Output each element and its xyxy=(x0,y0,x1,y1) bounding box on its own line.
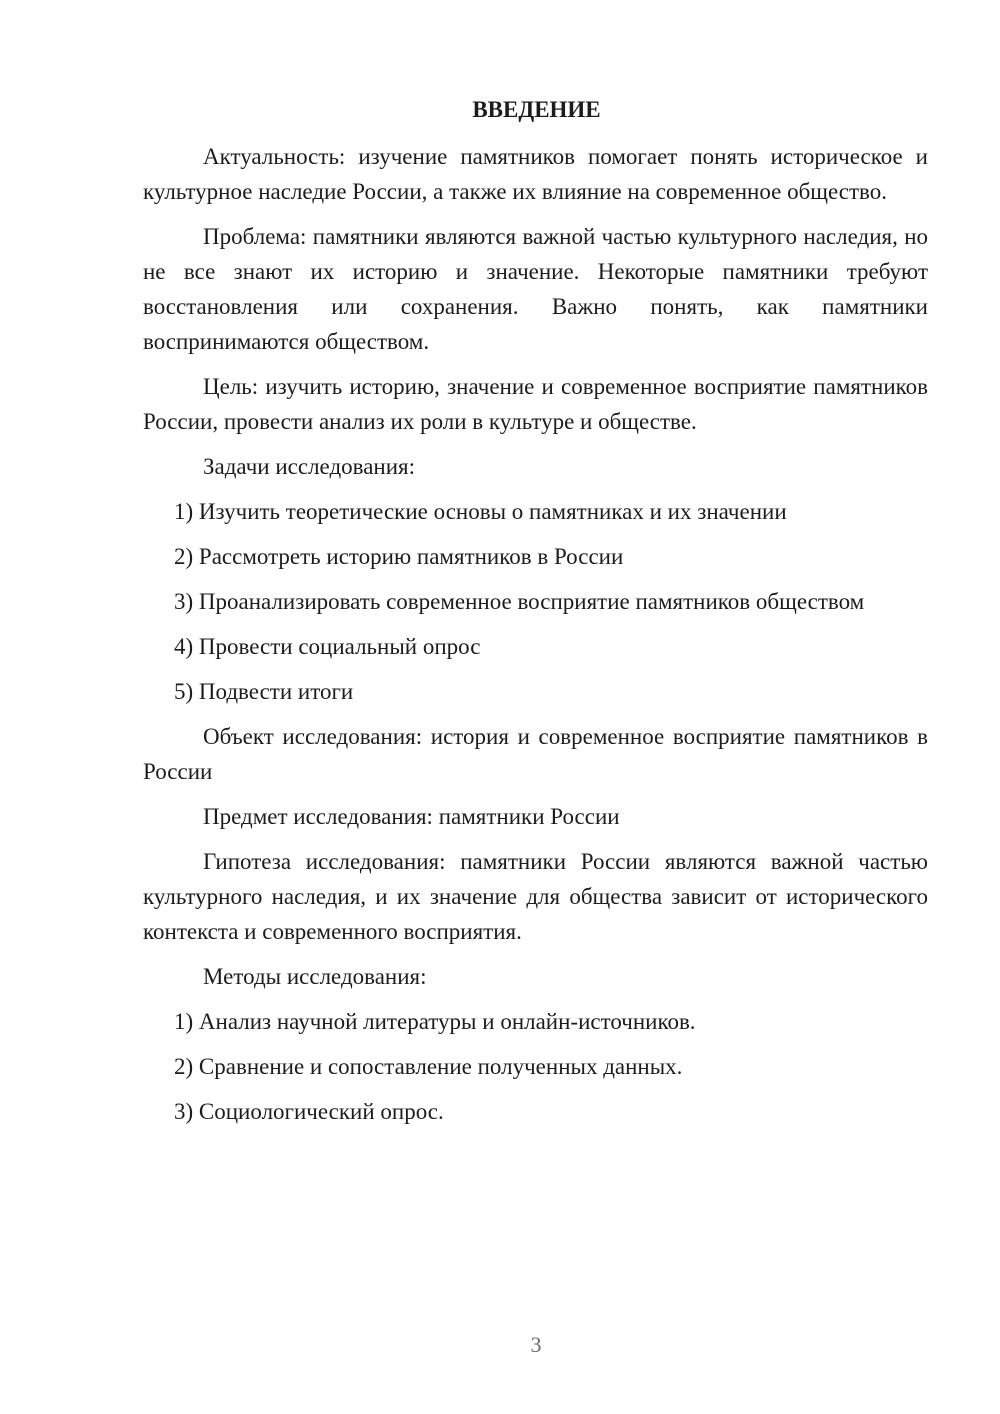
methods-intro: Методы исследования: xyxy=(203,964,427,989)
task-item: 5) Подвести итоги xyxy=(174,679,354,704)
hypothesis-paragraph: Гипотеза исследования: памятники России являются важной частью культурного наследия, и их значение для общества зависит от исторического контекста и современного восприятия. xyxy=(143,849,928,944)
page-content xyxy=(143,95,928,1139)
method-item: 1) Анализ научной литературы и онлайн-источников. xyxy=(174,1009,696,1034)
task-item: 1) Изучить теоретические основы о памятниках и их значении xyxy=(174,499,787,524)
tasks-intro: Задачи исследования: xyxy=(203,454,416,479)
task-item: 3) Проанализировать современное восприятие памятников обществом xyxy=(174,589,865,614)
subject-paragraph: Предмет исследования: памятники России xyxy=(203,804,620,829)
task-item: 4) Провести социальный опрос xyxy=(174,634,481,659)
goal-paragraph: Цель: изучить историю, значение и современное восприятие памятников России, провести анализ их роли в культуре и обществе. xyxy=(143,374,928,434)
page-number: 3 xyxy=(530,1332,542,1357)
methods-list xyxy=(143,1004,928,1129)
method-item: 2) Сравнение и сопоставление полученных данных. xyxy=(174,1054,683,1079)
object-paragraph: Объект исследования: история и современное восприятие памятников в России xyxy=(143,724,928,784)
page-heading: ВВЕДЕНИЕ xyxy=(472,97,601,122)
task-item: 2) Рассмотреть историю памятников в России xyxy=(174,544,624,569)
problem-paragraph: Проблема: памятники являются важной частью культурного наследия, но не все знают их историю и значение. Некоторые памятники требуют восстановления или сохранения. Важно понять, как памятники воспринимаются обществом. xyxy=(143,224,928,354)
method-item: 3) Социологический опрос. xyxy=(174,1099,444,1124)
tasks-list xyxy=(143,494,928,709)
relevance-paragraph: Актуальность: изучение памятников помогает понять историческое и культурное наследие России, а также их влияние на современное общество. xyxy=(143,144,928,204)
